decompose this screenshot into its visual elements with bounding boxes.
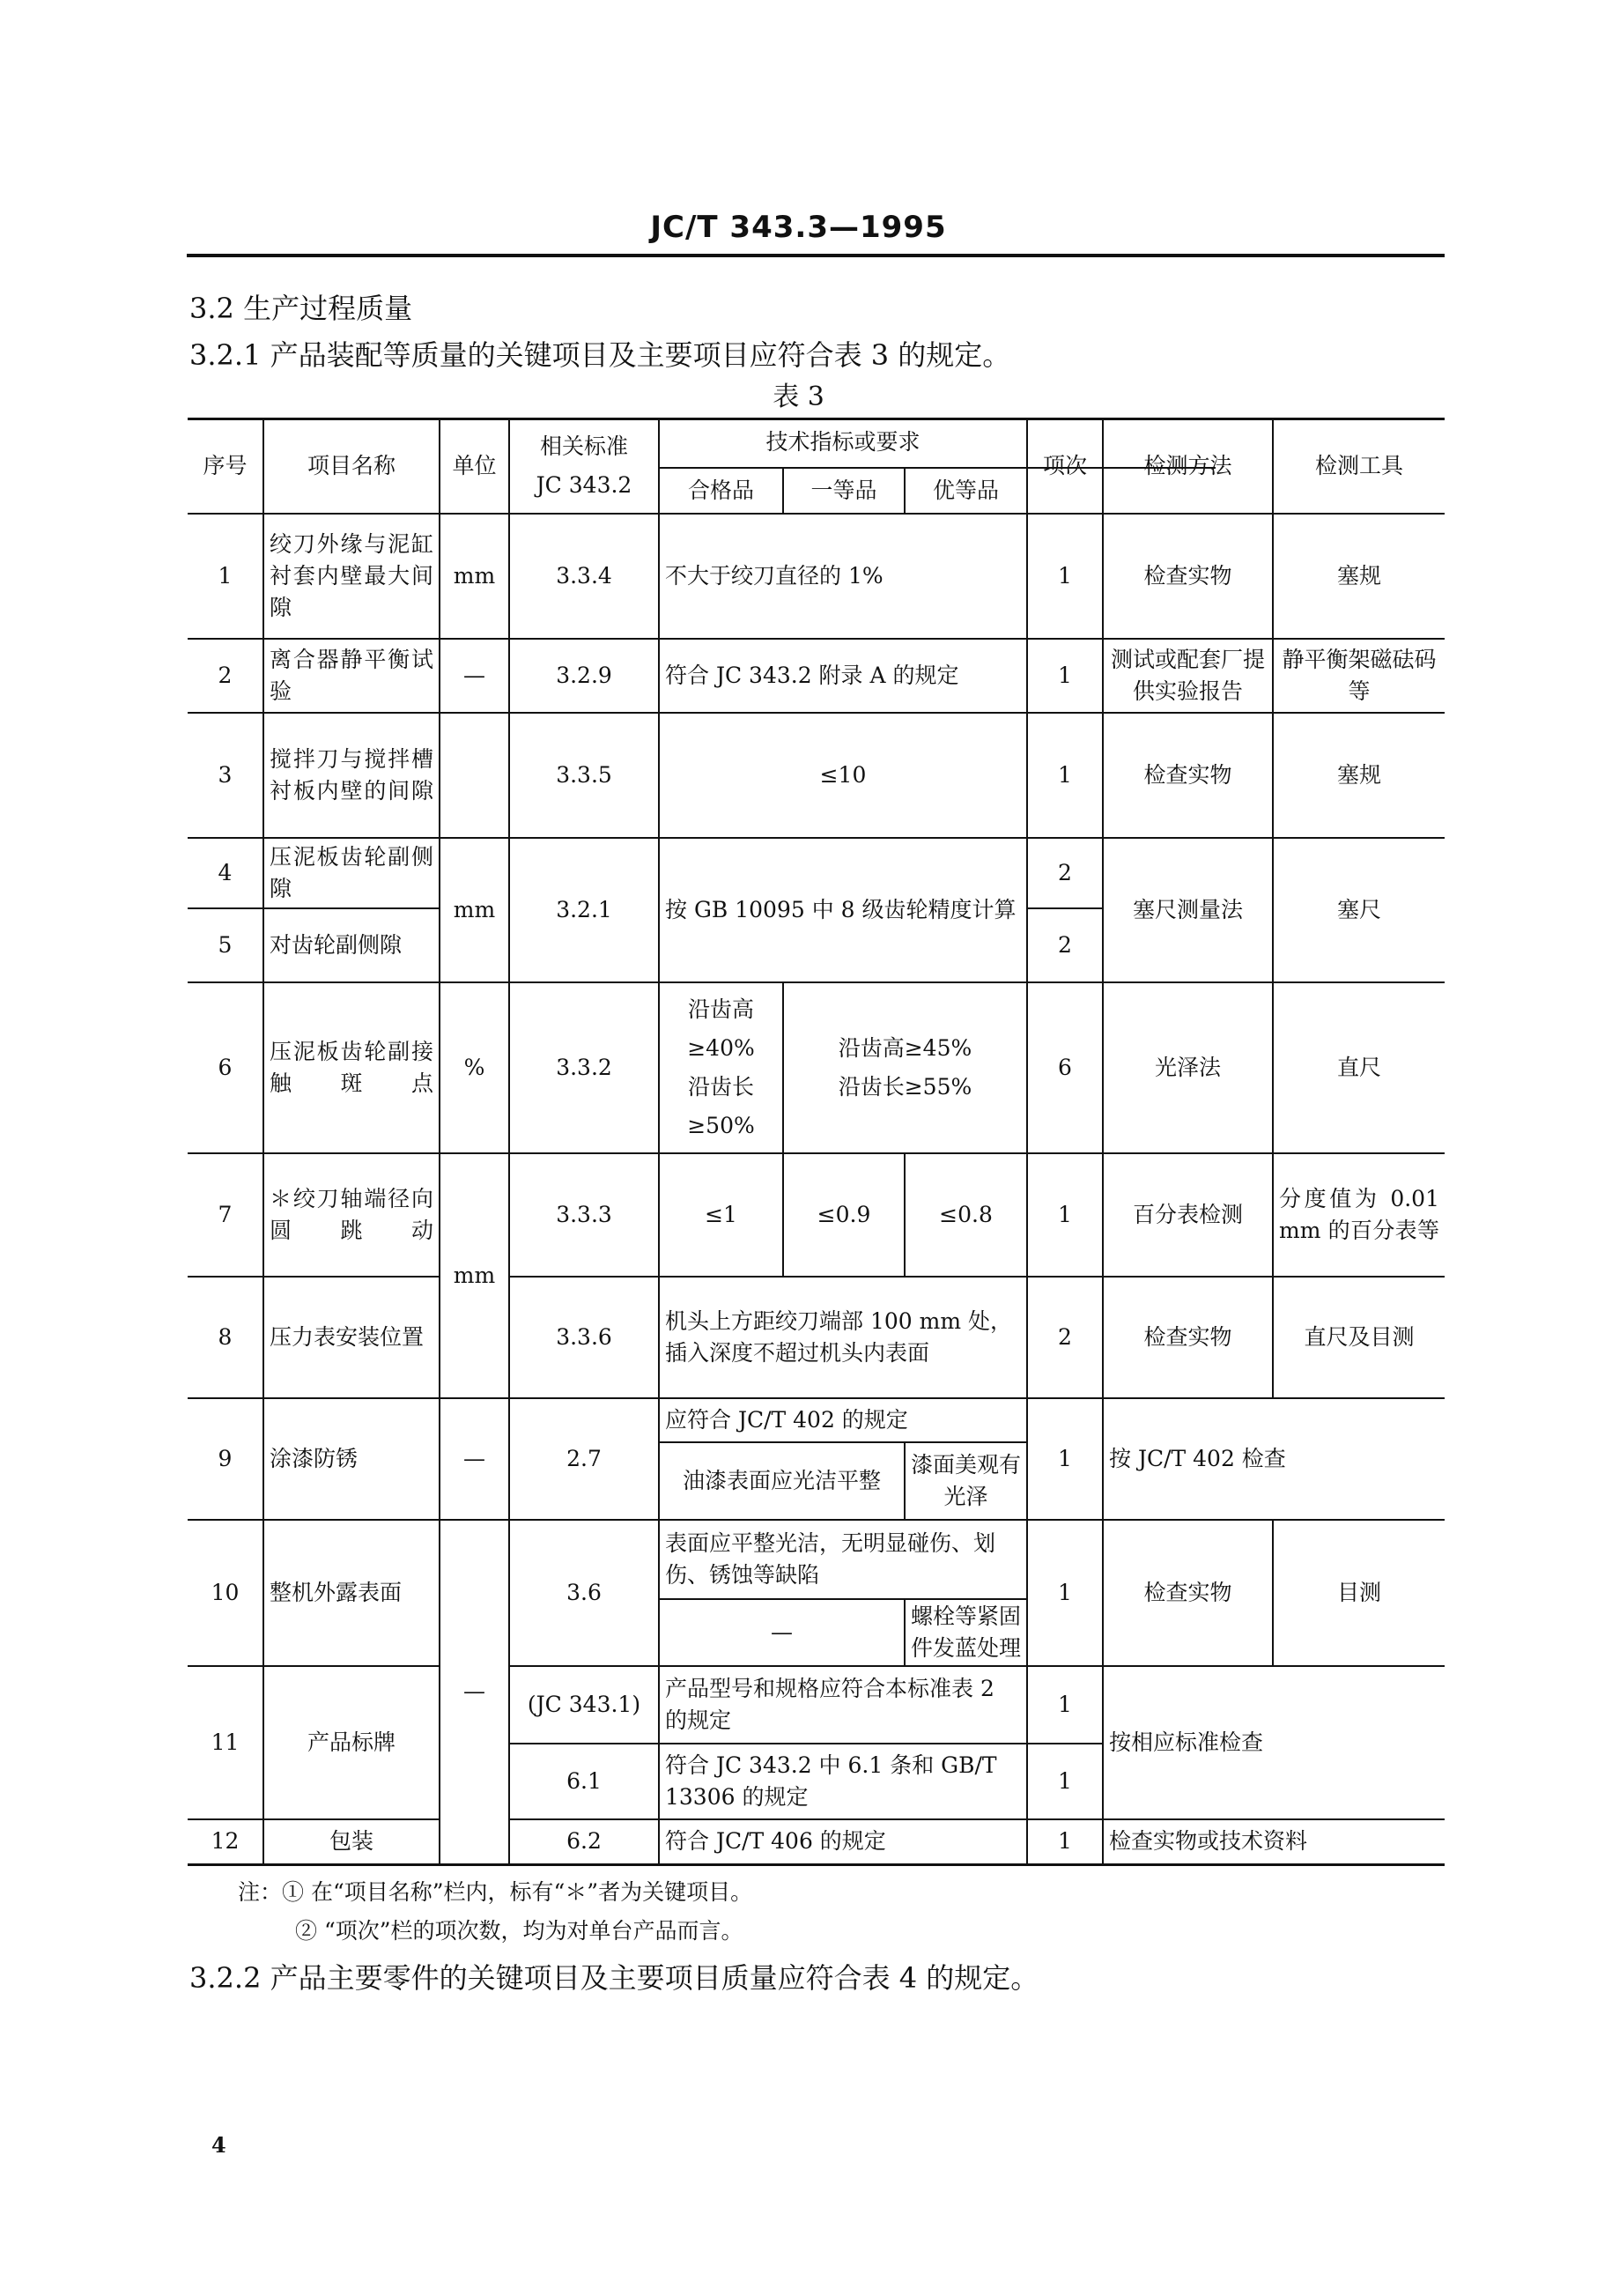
header-grade-first: 一等品 xyxy=(810,477,877,503)
row-4-5-method: 塞尺测量法 xyxy=(1132,896,1243,922)
row-8-standard: 3.3.6 xyxy=(556,1323,612,1350)
row-4-5-tool: 塞尺 xyxy=(1336,896,1381,922)
row-1-count: 1 xyxy=(1058,562,1072,589)
row-6-tool: 直尺 xyxy=(1336,1054,1381,1080)
row-10-method: 检查实物 xyxy=(1143,1579,1232,1605)
row-4-seq: 4 xyxy=(218,859,233,885)
row-2-requirement: 符合 JC 343.2 附录 A 的规定 xyxy=(665,662,959,688)
row-11-method: 按相应标准检查 xyxy=(1109,1729,1264,1755)
row-7-grade-best: ≤0.8 xyxy=(939,1201,993,1227)
row-3-method: 检查实物 xyxy=(1143,761,1232,788)
row-3-requirement: ≤10 xyxy=(819,761,867,788)
spec-table xyxy=(188,418,1445,1866)
row-1-item-name: 绞刀外缘与泥缸衬套内壁最大间隙 xyxy=(270,530,433,621)
row-10-12-unit: — xyxy=(463,1678,485,1705)
row-9-standard: 2.7 xyxy=(566,1445,602,1471)
row-6-seq: 6 xyxy=(218,1054,233,1080)
row-1-standard: 3.3.4 xyxy=(556,562,612,589)
row-10-req-pass: — xyxy=(771,1618,793,1645)
row-6-req-pass-1: 沿齿高 xyxy=(687,996,754,1022)
header-standard-line1: 相关标准 xyxy=(539,433,628,459)
table-note-2: ② “项次”栏的项次数，均为对单台产品而言。 xyxy=(295,1918,743,1944)
row-11-count-a: 1 xyxy=(1058,1691,1072,1717)
row-4-5-standard: 3.2.1 xyxy=(556,896,612,922)
header-grade-pass: 合格品 xyxy=(687,477,754,503)
row-4-5-unit: mm xyxy=(453,896,496,922)
table-caption: 表 3 xyxy=(773,381,824,412)
row-9-req-pass: 油漆表面应光洁平整 xyxy=(682,1467,881,1493)
row-3-seq: 3 xyxy=(218,761,233,788)
row-10-req-all: 表面应平整光洁，无明显碰伤、划伤、锈蚀等缺陷 xyxy=(665,1529,996,1588)
row-2-seq: 2 xyxy=(218,662,233,688)
header-grade-best: 优等品 xyxy=(932,477,999,503)
row-9-seq: 9 xyxy=(218,1445,233,1471)
row-1-requirement: 不大于绞刀直径的 1% xyxy=(665,562,884,589)
row-7-seq: 7 xyxy=(218,1201,233,1227)
row-4-item-name: 压泥板齿轮副侧隙 xyxy=(270,843,433,901)
row-3-standard: 3.3.5 xyxy=(556,761,612,788)
header-unit: 单位 xyxy=(452,452,497,478)
row-6-item-name: 压泥板齿轮副接触斑点 xyxy=(270,1038,433,1096)
row-5-count: 2 xyxy=(1058,931,1072,958)
row-5-item-name: 对齿轮副侧隙 xyxy=(270,931,403,958)
table-rule xyxy=(188,1863,1445,1866)
row-12-standard: 6.2 xyxy=(566,1828,602,1855)
row-2-standard: 3.2.9 xyxy=(556,662,612,688)
row-10-count: 1 xyxy=(1058,1579,1072,1605)
row-1-method: 检查实物 xyxy=(1143,562,1232,589)
row-12-count: 1 xyxy=(1058,1828,1072,1855)
header-item-name: 项目名称 xyxy=(307,452,396,478)
row-10-item-name: 整机外露表面 xyxy=(270,1579,403,1605)
row-1-seq: 1 xyxy=(218,562,233,589)
row-12-requirement: 符合 JC/T 406 的规定 xyxy=(665,1828,886,1855)
row-6-req-pass-4: ≥50% xyxy=(687,1112,755,1138)
row-3-tool: 塞规 xyxy=(1336,761,1381,788)
row-3-count: 1 xyxy=(1058,761,1072,788)
row-2-item-name: 离合器静平衡试验 xyxy=(270,646,433,704)
row-8-method: 检查实物 xyxy=(1143,1323,1232,1350)
row-11-requirement-b: 符合 JC 343.2 中 6.1 条和 GB/T 13306 的规定 xyxy=(665,1752,997,1810)
header-standard-line2: JC 343.2 xyxy=(536,471,632,498)
row-7-count: 1 xyxy=(1058,1201,1072,1227)
row-9-req-best: 漆面美观有光泽 xyxy=(911,1451,1022,1509)
row-7-standard: 3.3.3 xyxy=(556,1201,612,1227)
row-8-item-name: 压力表安装位置 xyxy=(270,1323,425,1350)
header-count: 项次 xyxy=(1042,452,1087,478)
section-3-2-1-text: 3.2.1 产品装配等质量的关键项目及主要项目应符合表 3 的规定。 xyxy=(189,338,1011,372)
row-12-method: 检查实物或技术资料 xyxy=(1109,1828,1308,1855)
row-5-seq: 5 xyxy=(218,931,233,958)
row-2-count: 1 xyxy=(1058,662,1072,688)
row-7-item-name: ＊绞刀轴端径向圆跳动 xyxy=(270,1185,433,1243)
table-note-1: 注：① 在“项目名称”栏内，标有“＊”者为关键项目。 xyxy=(238,1879,753,1905)
row-8-seq: 8 xyxy=(218,1323,233,1350)
row-1-tool: 塞规 xyxy=(1336,562,1381,589)
section-3-2-heading: 3.2 生产过程质量 xyxy=(189,292,413,325)
row-11-seq: 11 xyxy=(211,1729,240,1755)
row-6-req-pass-3: 沿齿长 xyxy=(687,1073,754,1100)
row-10-standard: 3.6 xyxy=(566,1579,602,1605)
row-8-count: 2 xyxy=(1058,1323,1072,1350)
row-9-count: 1 xyxy=(1058,1445,1072,1471)
row-7-8-unit: mm xyxy=(453,1262,496,1288)
row-6-count: 6 xyxy=(1058,1054,1072,1080)
row-12-item-name: 包装 xyxy=(329,1828,373,1855)
row-6-method: 光泽法 xyxy=(1154,1054,1221,1080)
row-6-req-high-1: 沿齿高≥45% xyxy=(838,1034,972,1061)
row-9-method: 按 JC/T 402 检查 xyxy=(1109,1445,1286,1471)
page-number: 4 xyxy=(211,2132,226,2158)
row-9-unit: — xyxy=(463,1445,485,1471)
section-3-2-2-text: 3.2.2 产品主要零件的关键项目及主要项目质量应符合表 4 的规定。 xyxy=(189,1961,1039,1995)
row-6-unit: % xyxy=(463,1054,485,1080)
header-tech-requirements: 技术指标或要求 xyxy=(765,428,920,455)
row-2-method: 测试或配套厂提供实验报告 xyxy=(1110,646,1265,704)
row-4-count: 2 xyxy=(1058,859,1072,885)
row-9-req-all: 应符合 JC/T 402 的规定 xyxy=(665,1406,908,1433)
row-4-5-requirement: 按 GB 10095 中 8 级齿轮精度计算 xyxy=(665,896,1017,922)
header-rule xyxy=(187,254,1445,257)
row-8-requirement: 机头上方距绞刀端部 100 mm 处，插入深度不超过机头内表面 xyxy=(665,1307,1012,1366)
row-7-tool: 分度值为 0.01 mm 的百分表等 xyxy=(1279,1185,1439,1243)
row-7-grade-pass: ≤1 xyxy=(705,1201,737,1227)
row-1-unit: mm xyxy=(453,562,496,589)
row-10-req-best: 螺栓等紧固件发蓝处理 xyxy=(911,1603,1022,1661)
row-6-req-high-2: 沿齿长≥55% xyxy=(838,1073,972,1100)
header-seq: 序号 xyxy=(203,452,248,478)
row-10-seq: 10 xyxy=(211,1579,240,1605)
row-11-requirement-a: 产品型号和规格应符合本标准表 2 的规定 xyxy=(665,1675,994,1733)
row-2-tool: 静平衡架磁砝码等 xyxy=(1282,646,1437,704)
header-tool: 检测工具 xyxy=(1314,452,1403,478)
row-2-unit: — xyxy=(463,662,485,688)
row-11-standard-a: (JC 343.1) xyxy=(527,1691,641,1717)
row-6-req-pass-2: ≥40% xyxy=(687,1034,755,1061)
row-11-count-b: 1 xyxy=(1058,1767,1072,1794)
row-6-standard: 3.3.2 xyxy=(556,1054,612,1080)
row-11-item-name: 产品标牌 xyxy=(307,1729,396,1755)
row-8-tool: 直尺及目测 xyxy=(1304,1323,1415,1350)
row-7-method: 百分表检测 xyxy=(1132,1201,1243,1227)
row-7-grade-first: ≤0.9 xyxy=(817,1201,871,1227)
row-11-standard-b: 6.1 xyxy=(566,1767,602,1794)
row-10-tool: 目测 xyxy=(1336,1579,1381,1605)
row-3-item-name: 搅拌刀与搅拌槽衬板内壁的间隙 xyxy=(270,745,433,804)
row-12-seq: 12 xyxy=(211,1828,240,1855)
header-method: 检测方法 xyxy=(1143,452,1232,478)
document-header: JC/T 343.3—1995 xyxy=(650,210,947,245)
row-9-item-name: 涂漆防锈 xyxy=(270,1445,359,1471)
